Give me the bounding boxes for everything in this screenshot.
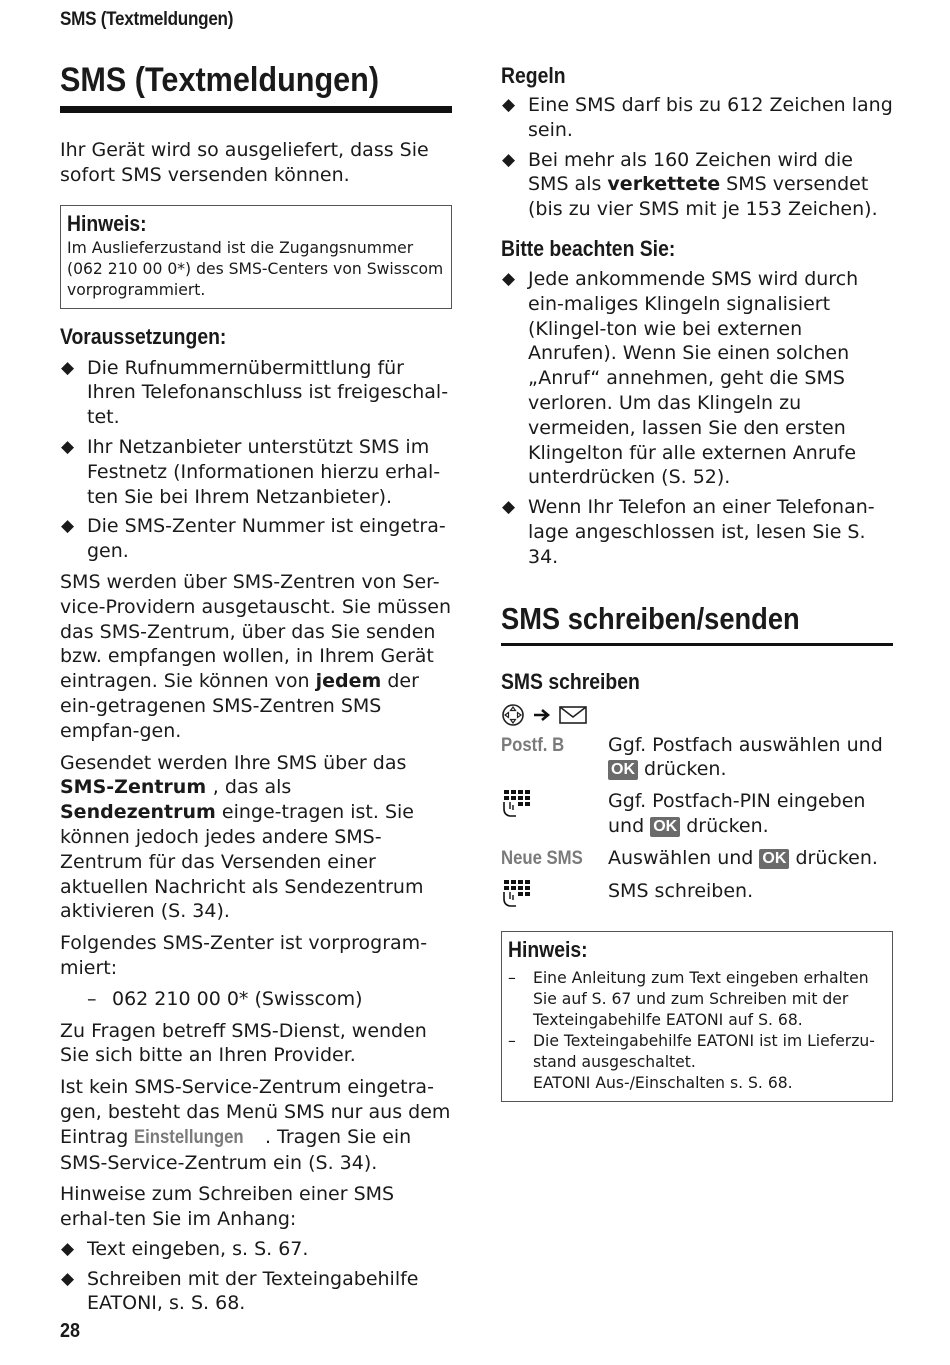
note-heading: Hinweis: (508, 937, 588, 963)
running-header: SMS (Textmeldungen) (60, 9, 234, 30)
note-text: Im Auslieferzustand ist die Zugangsnummer (062 210 00 0*) des SMS-Centers von Swisscom vorprogrammiert. (67, 238, 444, 299)
menu-path (501, 703, 893, 727)
right-column (501, 62, 893, 1102)
intro-text: Ihr Gerät wird so ausgeliefert, dass Sie sofort SMS versenden können. (60, 139, 429, 186)
note-box-eatoni (501, 931, 893, 1102)
list-item: ◆ Die SMS-Zenter Nummer ist eingetra-gen. (61, 515, 446, 563)
menu-entry-einstellungen: Einstellungen (134, 1126, 244, 1148)
envelope-icon (559, 706, 587, 724)
diamond-bullet-icon: ◆ (61, 1268, 75, 1289)
paragraph-appendix: Hinweise zum Schreiben einer SMS erhal-ten Sie im Anhang: (60, 1183, 395, 1231)
note-heading: Hinweis: (67, 210, 147, 236)
list-item: ◆ Die Rufnummernübermittlung für Ihren Telefonanschluss ist freigeschal-tet. (61, 356, 449, 429)
softkey-neue-sms: Neue SMS (501, 847, 583, 869)
diamond-bullet-icon: ◆ (61, 357, 75, 378)
list-item: ◆ Jede ankommende SMS wird durch ein-maliges Klingeln signalisiert (Klingel-ton wie bei externen Anrufen). Wenn Sie einen solchen „Anruf“ annehmen, geht die SMS verloren. Um das Klingeln zu vermeiden, lassen Sie den ersten Klingelton für alle externen Anrufe unterdrücken (S. 52). (502, 267, 859, 489)
ok-key-icon: OK (650, 817, 680, 837)
diamond-bullet-icon: ◆ (502, 268, 516, 289)
paragraph-preprogrammed: Folgendes SMS-Zenter ist vorprogram-miert: (60, 932, 428, 979)
ok-key-icon: OK (608, 760, 638, 780)
list-item: – Die Texteingabehilfe EATONI ist im Lieferzu-stand ausgeschaltet. EATONI Aus-/Einschalten s. S. 68. (508, 1032, 875, 1093)
list-item: ◆ Eine SMS darf bis zu 612 Zeichen lang sein. (502, 94, 893, 141)
list-item: ◆ Ihr Netzanbieter unterstützt SMS im Festnetz (Informationen hierzu erhal-ten Sie bei Ihrem Netzanbieter). (61, 435, 441, 508)
prerequisites-list (60, 356, 452, 564)
list-item: ◆ Text eingeben, s. S. 67. (61, 1237, 309, 1260)
keypad-icon (501, 879, 531, 909)
keypad-icon (501, 789, 531, 819)
list-item: ◆ Schreiben mit der Texteingabehilfe EATONI, s. S. 68. (61, 1267, 419, 1315)
note-list (508, 968, 886, 1094)
paragraph-no-center: Ist kein SMS-Service-Zentrum eingetra-gen, besteht das Menü SMS nur aus dem Eintrag Einstellungen . Tragen Sie ein SMS-Service-Zentrum ein (S. 34). (60, 1076, 451, 1174)
page-title: SMS (Textmeldungen) (60, 60, 452, 113)
steps (501, 733, 893, 916)
diamond-bullet-icon: ◆ (61, 516, 75, 537)
attention-list (501, 267, 893, 570)
diamond-bullet-icon: ◆ (502, 95, 516, 115)
diamond-bullet-icon: ◆ (502, 497, 516, 518)
list-item: – Eine Anleitung zum Text eingeben erhalten Sie auf S. 67 und zum Schreiben mit der Texteingabehilfe EATONI auf S. 68. (508, 969, 869, 1030)
rules-list (501, 93, 893, 222)
note-box-delivery (60, 205, 452, 309)
preprogrammed-number: – 062 210 00 0* (Swisscom) (87, 987, 363, 1010)
left-column (60, 60, 452, 1316)
list-item: ◆ Bei mehr als 160 Zeichen wird die SMS als verkettete SMS versendet (bis zu vier SMS mit je 153 Zeichen). (502, 148, 878, 221)
arrow-right-icon (533, 707, 551, 723)
step-new-sms: Neue SMS Auswählen und OK drücken. (501, 846, 893, 872)
paragraph-sms-centers: SMS werden über SMS-Zentren von Ser-vice-Providern ausgetauscht. Sie müssen das SMS-Zentrum, über das Sie senden bzw. empfangen wollen, in Ihrem Gerät eintragen. Sie können von jedem der ein-getragenen SMS-Zentren SMS empfan-gen. (60, 570, 452, 742)
write-sms-heading: SMS schreiben (501, 668, 640, 694)
section-title: SMS schreiben/senden (501, 601, 893, 646)
step-pin: Ggf. Postfach-PIN eingeben und OK drücken. (501, 789, 893, 839)
attention-heading: Bitte beachten Sie: (501, 235, 676, 261)
list-item: ◆ Wenn Ihr Telefon an einer Telefonan-lage angeschlossen ist, lesen Sie S. 34. (502, 496, 875, 568)
page-number: 28 (60, 1320, 81, 1342)
diamond-bullet-icon: ◆ (61, 1238, 75, 1259)
step-write: SMS schreiben. (501, 879, 893, 916)
prerequisites-heading: Voraussetzungen: (60, 323, 227, 349)
diamond-bullet-icon: ◆ (61, 436, 75, 457)
ok-key-icon: OK (759, 849, 789, 869)
step-mailbox: Postf. B Ggf. Postfach auswählen und OK drücken. (501, 733, 883, 781)
paragraph-provider: Zu Fragen betreff SMS-Dienst, wenden Sie sich bitte an Ihren Provider. (60, 1019, 427, 1067)
paragraph-send-center: Gesendet werden Ihre SMS über das SMS-Zentrum , das als Sendezentrum einge-tragen ist. Sie können jedoch jedes andere SMS-Zentrum für das Versenden einer aktuellen Nachricht als Sendezentrum aktivieren (S. 34). (60, 751, 424, 923)
navigation-key-icon (501, 703, 525, 727)
appendix-list (60, 1237, 452, 1316)
rules-heading: Regeln (501, 63, 566, 88)
diamond-bullet-icon: ◆ (502, 149, 516, 170)
softkey-postfach: Postf. B (501, 734, 565, 756)
